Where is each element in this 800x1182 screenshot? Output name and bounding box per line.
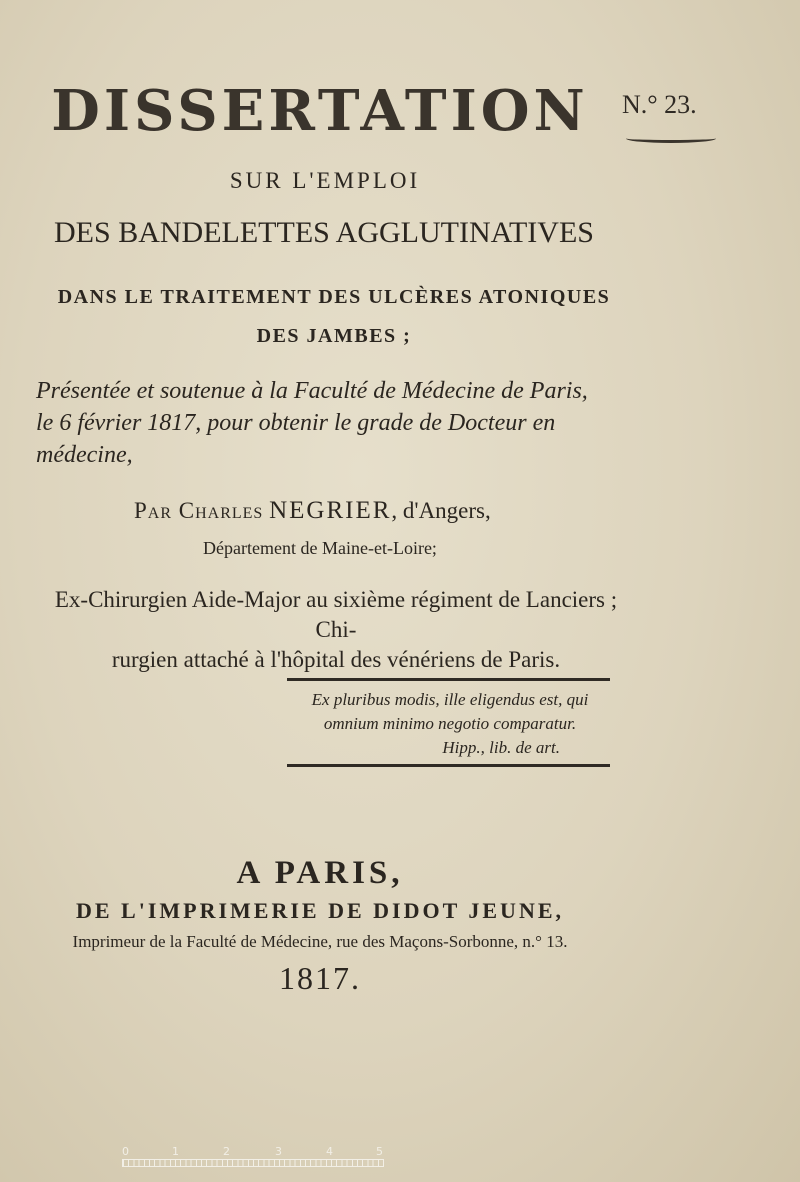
author-name: NEGRIER	[269, 497, 392, 524]
scale-tick-label: 5	[376, 1145, 383, 1158]
presentation-line-2: le 6 février 1817, pour obtenir le grade de Docteur en	[36, 410, 556, 436]
author-suffix: , d'Angers,	[391, 498, 491, 523]
subtitle-line-2: DES BANDELETTES AGGLUTINATIVES	[54, 216, 594, 249]
scale-tick-label: 2	[223, 1145, 230, 1158]
presentation-line-3: médecine,	[36, 442, 133, 468]
publication-year: 1817.	[279, 960, 361, 996]
epigraph-line-1: Ex pluribus modis, ille eligendus est, qui	[311, 690, 589, 709]
scale-tick-label: 4	[326, 1145, 333, 1158]
printer-name: DE L'IMPRIMERIE DE DIDOT JEUNE,	[75, 898, 565, 923]
document-title: DISSERTATION	[51, 78, 589, 144]
epigraph-top-rule	[287, 678, 610, 681]
presentation-line-1: Présentée et soutenue à la Faculté de Médecine de Paris,	[36, 378, 588, 404]
scale-tick-label: 0	[122, 1145, 129, 1158]
subtitle-line-1: SUR L'EMPLOI	[229, 168, 421, 193]
epigraph-bottom-rule	[287, 764, 610, 767]
epigraph-source: Hipp., lib. de art.	[442, 738, 560, 757]
scale-tick-label: 1	[172, 1145, 179, 1158]
printer-address: Imprimeur de la Faculté de Médecine, rue des Maçons-Sorbonne, n.° 13.	[72, 932, 568, 951]
scale-bar	[122, 1145, 384, 1167]
author-roles	[36, 585, 636, 675]
epigraph-line-2: omnium minimo negotio comparatur.	[323, 714, 577, 733]
author-line	[134, 497, 614, 525]
roles-line-1: Ex-Chirurgien Aide-Major au sixième régiment de Lanciers ; Chi-	[54, 587, 618, 642]
roles-line-2: rurgien attaché à l'hôpital des vénériens de Paris.	[111, 647, 561, 672]
presentation-paragraph	[36, 375, 636, 471]
scale-tick-label: 3	[275, 1145, 282, 1158]
number-underline	[626, 134, 716, 143]
document-number: N.° 23.	[622, 90, 697, 119]
author-prefix: Par Charles	[134, 498, 264, 523]
author-department: Département de Maine-et-Loire;	[203, 538, 437, 558]
epigraph	[290, 688, 610, 760]
scale-ruler	[122, 1159, 384, 1167]
subtitle-line-3: DANS LE TRAITEMENT DES ULCÈRES ATONIQUES	[57, 286, 611, 308]
subtitle-line-4: DES JAMBES ;	[256, 325, 412, 347]
publication-city: A PARIS,	[236, 855, 404, 891]
